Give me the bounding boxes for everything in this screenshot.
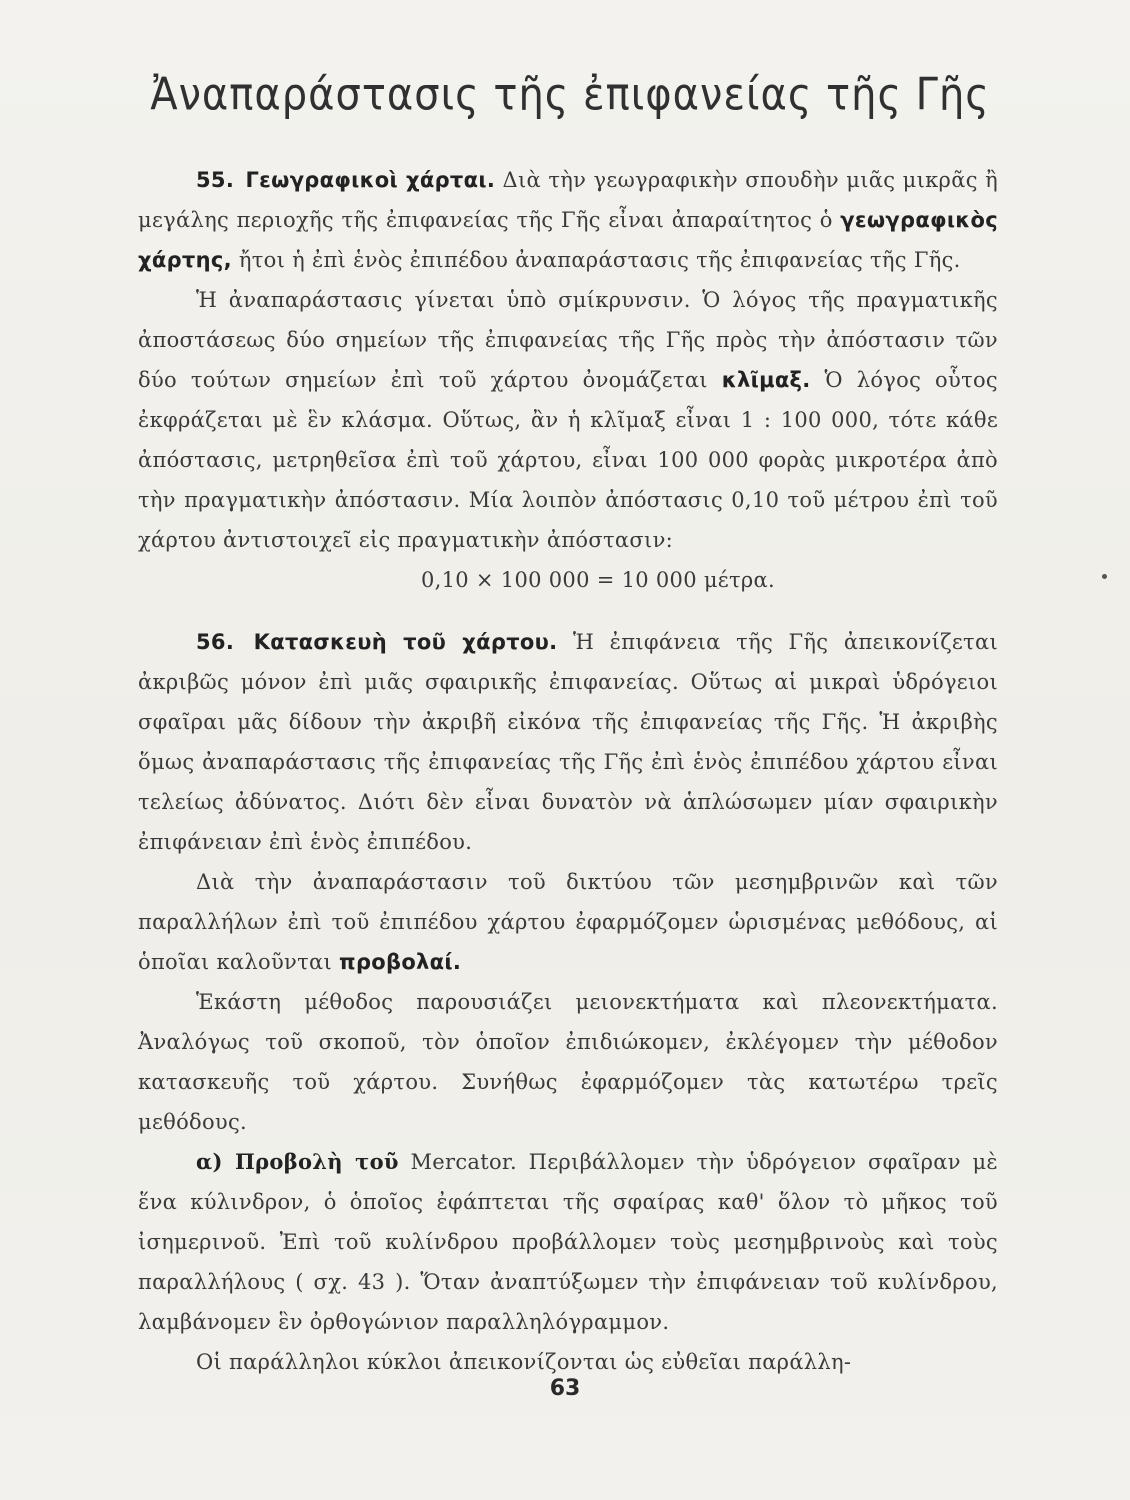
section-56-projections-text: Διὰ τὴν ἀναπαράστασιν τοῦ δικτύου τῶν μεσημβρινῶν καὶ τῶν παραλλήλων ἐπὶ τοῦ ἐπιπέδου χάρτου ἐφαρμόζομεν ὡρισμένας μεθόδους, αἱ ὁποῖαι καλοῦνται — [138, 870, 998, 974]
section-55-scale-text-b: Ὁ λόγος οὗτος ἐκφράζεται μὲ ἓν κλάσμα. Οὕτως, ἂν ἡ κλῖμαξ εἶναι 1 : 100 000, τότε κάθε ἀπόστασις, μετρηθεῖσα ἐπὶ τοῦ χάρτου, εἶναι 100 000 φορὰς μικροτέρα ἀπὸ τὴν πραγματικὴν ἀπόστασιν. Μία λοιπὸν ἀπόστασις 0,10 τοῦ μέτρου ἐπὶ τοῦ χάρτου ἀντιστοιχεῖ εἰς πραγματικὴν ἀπόστασιν: — [138, 368, 998, 552]
paragraph-mercator — [138, 1142, 998, 1342]
section-55-number: 55. — [196, 168, 235, 192]
term-scale: κλῖμαξ. — [721, 368, 811, 392]
paragraph-parallels: Οἱ παράλληλοι κύκλοι ἀπεικονίζονται ὡς εὐθεῖαι παράλλη- — [196, 1350, 852, 1374]
section-56-text: Ἡ ἐπιφάνεια τῆς Γῆς ἀπεικονίζεται ἀκριβῶς μόνον ἐπὶ μιᾶς σφαιρικῆς ἐπιφανείας. Οὕτως αἱ μικραὶ ὑδρόγειοι σφαῖραι μᾶς δίδουν τὴν ἀκριβῆ εἰκόνα τῆς ἐπιφανείας τῆς Γῆς. Ἡ ἀκριβὴς ὅμως ἀναπαράστασις τῆς ἐπιφανείας τῆς Γῆς ἐπὶ ἑνὸς ἐπιπέδου χάρτου εἶναι τελείως ἀδύνατος. Διότι δὲν εἶναι δυνατὸν νὰ ἁπλώσωμεν μίαν σφαιρικὴν ἐπιφάνειαν ἐπὶ ἑνὸς ἐπιπέδου. — [138, 630, 998, 854]
mercator-label: α) Προβολὴ τοῦ — [196, 1149, 399, 1174]
section-55-text-b: ἤτοι ἡ ἐπὶ ἑνὸς ἐπιπέδου ἀναπαράστασις τῆς ἐπιφανείας τῆς Γῆς. — [238, 248, 961, 272]
section-55-title: Γεωγραφικοὶ χάρται. — [245, 168, 496, 192]
scale-equation: 0,10 × 100 000 = 10 000 μέτρα. — [421, 568, 775, 592]
paragraph-56-methods: Ἑκάστη μέθοδος παρουσιάζει μειονεκτήματα καὶ πλεονεκτήματα. Ἀναλόγως τοῦ σκοποῦ, τὸν ὁποῖον ἐπιδιώκομεν, ἐκλέγομεν τὴν μέθοδον κατασκευῆς τοῦ χάρτου. Συνήθως ἐφαρμόζομεν τὰς κατωτέρω τρεῖς μεθόδους. — [138, 990, 998, 1134]
margin-dot-mark — [1102, 574, 1107, 579]
section-55-text-a: Διὰ τὴν γεωγραφικὴν σπουδὴν μιᾶς μικρᾶς ἢ μεγάλης περιοχῆς τῆς ἐπιφανείας τῆς Γῆς εἶναι ἀπαραίτητος ὁ — [138, 168, 998, 232]
paragraph-56-projections — [138, 862, 998, 982]
mercator-name: Mercator. — [410, 1150, 517, 1174]
paragraph-56-intro — [138, 622, 998, 862]
page-heading: Ἀναπαράστασις τῆς ἐπιφανείας τῆς Γῆς — [150, 69, 990, 121]
section-56-title: Κατασκευὴ τοῦ χάρτου. — [253, 630, 558, 654]
term-projections: προβολαί. — [339, 950, 462, 974]
mercator-text: Περιβάλλομεν τὴν ὑδρόγειον σφαῖραν μὲ ἕνα κύλινδρον, ὁ ὁποῖος ἐφάπτεται τῆς σφαίρας καθ' ὅλον τὸ μῆκος τοῦ ἰσημερινοῦ. Ἐπὶ τοῦ κυλίνδρου προβάλλομεν τοὺς μεσημβρινοὺς καὶ τοὺς παραλλήλους ( σχ. 43 ). Ὅταν ἀναπτύξωμεν τὴν ἐπιφάνειαν τοῦ κυλίνδρου, λαμβάνομεν ἓν ὀρθογώνιον παραλληλόγραμμον. — [138, 1150, 998, 1334]
paragraph-55-intro — [138, 160, 998, 280]
section-56-number: 56. — [196, 630, 235, 654]
paragraph-55-scale — [138, 280, 998, 560]
section-55-scale-text-a: Ἡ ἀναπαράστασις γίνεται ὑπὸ σμίκρυνσιν. Ὁ λόγος τῆς πραγματικῆς ἀποστάσεως δύο σημείων τῆς ἐπιφανείας τῆς Γῆς πρὸς τὴν ἀπόστασιν τῶν δύο τούτων σημείων ἐπὶ τοῦ χάρτου ὀνομάζεται — [138, 288, 998, 392]
page-number: 63 — [549, 1376, 581, 1401]
term-geographic-map: γεωγραφικὸς χάρτης, — [138, 208, 998, 272]
body-text — [138, 160, 998, 1382]
